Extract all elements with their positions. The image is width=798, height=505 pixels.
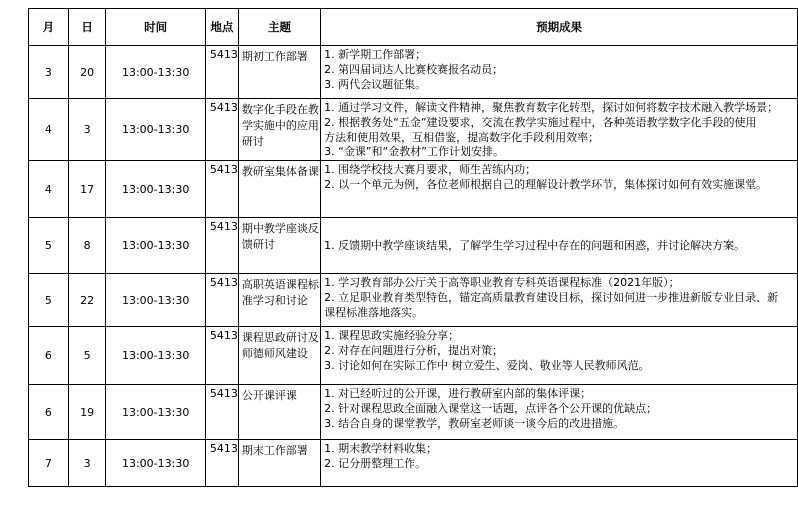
topic-cell: 课程思政研讨及师德师风建设	[238, 327, 320, 385]
room-cell: 5413	[205, 274, 238, 327]
room-cell: 5413	[205, 46, 238, 99]
month-cell: 4	[29, 99, 69, 161]
table-row	[29, 161, 798, 218]
header-row	[29, 9, 798, 46]
header-outcome: 预期成果	[321, 9, 798, 46]
outcome-cell	[321, 274, 798, 327]
table-row	[29, 327, 798, 385]
table-row	[29, 46, 798, 99]
day-cell: 5	[68, 327, 106, 385]
outcome-line: 1. 新学期工作部署；	[324, 48, 427, 61]
outcome-line: 2. 针对课程思政全面融入课堂这一话题，点评各个公开课的优缺点；	[324, 401, 658, 415]
outcome-line: 1. 反馈期中教学座谈结果，了解学生学习过程中存在的问题和困惑，并讨论解决方案。	[324, 239, 746, 253]
header-day: 日	[68, 9, 106, 46]
room-cell: 5413	[205, 327, 238, 385]
topic-cell: 期初工作部署	[238, 46, 320, 99]
outcome-cell	[321, 327, 798, 385]
outcome-line: 1. 围绕学校技大赛月要求，师生苦练内功；	[324, 163, 537, 177]
topic-cell: 期末工作部署	[238, 440, 320, 487]
topic-cell: 公开课评课	[238, 385, 320, 440]
topic-cell: 数字化手段在教学实施中的应用研讨	[238, 99, 320, 161]
outcome-line: 课程标准落地落实。	[324, 305, 424, 319]
day-cell: 22	[68, 274, 106, 327]
month-cell: 4	[29, 161, 69, 218]
time-cell: 13:00-13:30	[106, 218, 205, 274]
outcome-cell	[321, 385, 798, 440]
month-cell: 6	[29, 327, 69, 385]
outcome-line: 1. 课程思政实施经验分享；	[324, 329, 460, 343]
time-cell: 13:00-13:30	[106, 161, 205, 218]
header-month: 月	[29, 9, 69, 46]
topic-cell: 高职英语课程标准学习和讨论	[238, 274, 320, 327]
table-row	[29, 440, 798, 487]
day-cell: 8	[68, 218, 106, 274]
outcome-line: 2. 记分册整理工作。	[324, 456, 427, 470]
room-cell: 5413	[205, 385, 238, 440]
day-cell: 3	[68, 440, 106, 487]
outcome-line: 1. 期末教学材料收集；	[324, 442, 438, 456]
time-cell: 13:00-13:30	[106, 440, 205, 487]
month-cell: 3	[29, 46, 69, 99]
outcome-cell	[321, 218, 798, 274]
table-row	[29, 99, 798, 161]
outcome-line: 2. 第四届词达人比赛校赛报名动员；	[324, 62, 504, 76]
table-row	[29, 274, 798, 327]
outcome-line: 2. 根据教务处“五金”建设要求，交流在教学实施过程中，各种英语教学数字化手段的使用	[324, 115, 757, 129]
day-cell: 17	[68, 161, 106, 218]
outcome-line: 1. 对已经听过的公开课，进行教研室内部的集体评课；	[324, 387, 592, 401]
outcome-line: 2. 以一个单元为例，各位老师根据自己的理解设计教学环节，集体探讨如何有效实施课堂。	[324, 177, 768, 191]
outcome-cell	[321, 99, 798, 161]
time-cell: 13:00-13:30	[106, 99, 205, 161]
month-cell: 5	[29, 218, 69, 274]
outcome-cell	[321, 440, 798, 487]
outcome-line: 3. 两代会议题征集。	[324, 77, 427, 91]
time-cell: 13:00-13:30	[106, 274, 205, 327]
table-row	[29, 385, 798, 440]
outcome-line: 1. 通过学习文件，解读文件精神，聚焦教育数字化转型，探讨如何将数字技术融入教学场景；	[324, 101, 779, 114]
month-cell: 5	[29, 274, 69, 327]
outcome-line: 2. 立足职业教育类型特色，锚定高质量教育建设目标，探讨如何进一步推进新版专业目录、新	[324, 290, 779, 304]
room-cell: 5413	[205, 99, 238, 161]
month-cell: 6	[29, 385, 69, 440]
outcome-line: 1. 学习教育部办公厅关于高等职业教育专科英语课程标准（2021年版）；	[324, 276, 680, 290]
outcome-line: 3. 讨论如何在实际工作中 树立爱生、爱岗、敬业等人民教师风范。	[324, 358, 650, 372]
outcome-line: 2. 对存在问题进行分析，提出对策；	[324, 343, 504, 357]
room-cell: 5413	[205, 440, 238, 487]
day-cell: 19	[68, 385, 106, 440]
room-cell: 5413	[205, 218, 238, 274]
day-cell: 20	[68, 46, 106, 99]
outcome-line: 3. 结合自身的课堂教学，教研室老师谈一谈今后的改进措施。	[324, 416, 625, 430]
time-cell: 13:00-13:30	[106, 385, 205, 440]
outcome-line: 方法和使用效果，互相借鉴，提高数字化手段利用效率；	[324, 130, 600, 144]
table-row	[29, 218, 798, 274]
day-cell: 3	[68, 99, 106, 161]
header-room: 地点	[205, 9, 238, 46]
time-cell: 13:00-13:30	[106, 327, 205, 385]
outcome-line: 3. “金课”和“金教材”工作计划安排。	[324, 145, 504, 159]
topic-cell: 期中教学座谈反馈研讨	[238, 218, 320, 274]
outcome-cell	[321, 46, 798, 99]
room-cell: 5413	[205, 161, 238, 218]
time-cell: 13:00-13:30	[106, 46, 205, 99]
month-cell: 7	[29, 440, 69, 487]
header-time: 时间	[106, 9, 205, 46]
header-topic: 主题	[238, 9, 320, 46]
outcome-cell	[321, 161, 798, 218]
schedule-table	[28, 8, 798, 487]
topic-cell: 教研室集体备课	[238, 161, 320, 218]
